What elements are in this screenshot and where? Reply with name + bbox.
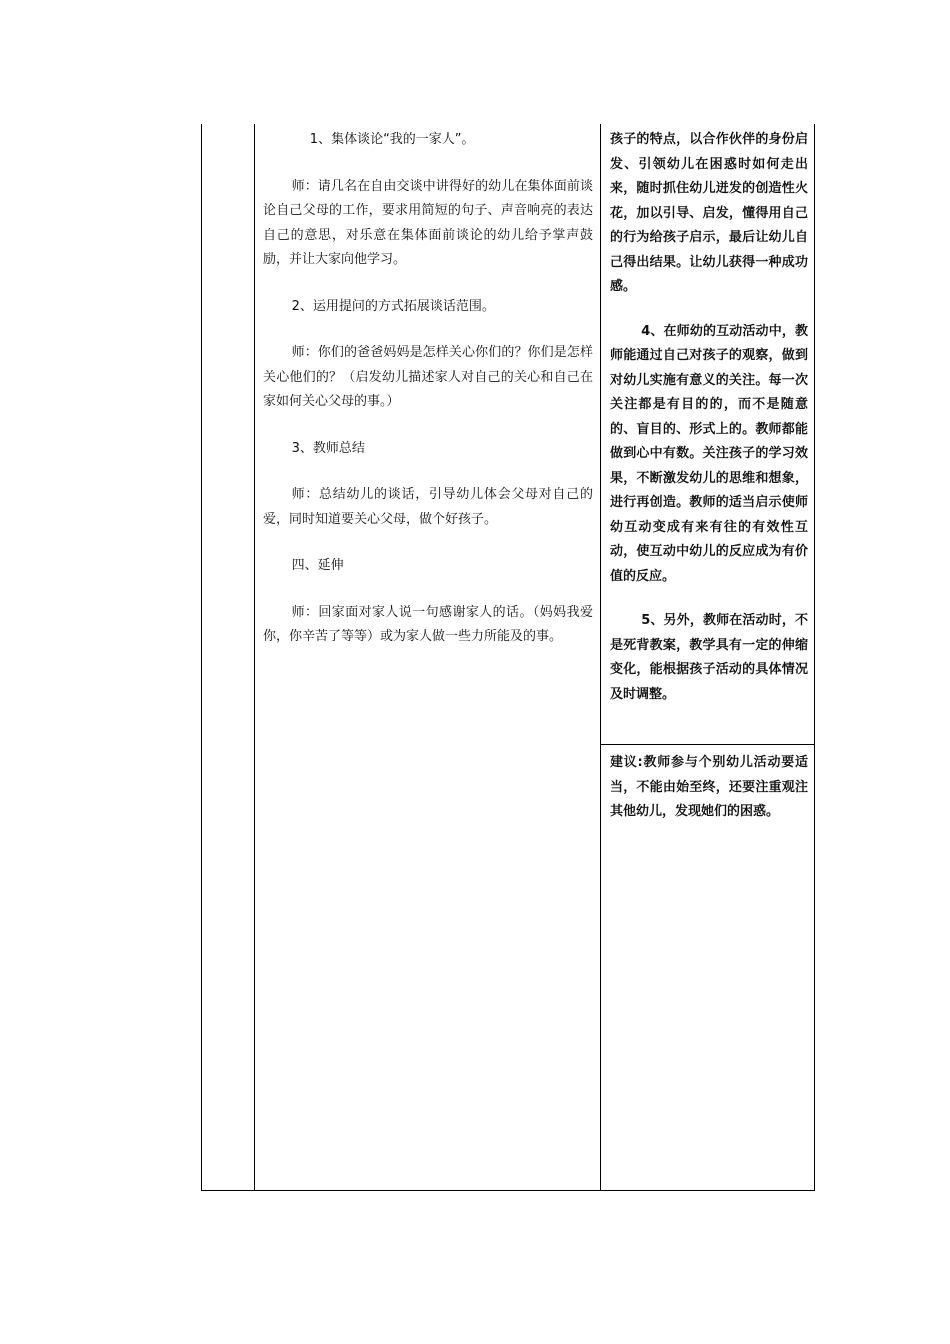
section-heading: 1、集体谈论“我的一家人”。	[309, 132, 475, 147]
paragraph: 师：回家面对家人说一句感谢家人的话。（妈妈我爱你，你辛苦了等等）或为家人做一些力所能及的事。	[263, 604, 593, 644]
section-heading: 3、教师总结	[291, 440, 365, 456]
table-column-divider	[600, 124, 601, 1190]
paragraph: 5、另外，教师在活动时，不是死背教案，教学具有一定的伸缩变化，能根据孩子活动的具体情况及时调整。	[610, 613, 808, 702]
paragraph: 4、在师幼的互动活动中，教师能通过自己对孩子的观察，做到对幼儿实施有意义的关注。每一次关注都是有目的的，而不是随意的、盲目的、形式上的。教师都能做到心中有数。关注孩子的学习效果，不断激发幼儿的思维和想象，进行再创造。教师的适当启示使师幼互动变成有来有往的有效性互动，使互动中幼儿的反应成为有价值的反应。	[610, 323, 808, 584]
table-column-divider	[254, 124, 255, 1190]
suggestion-text: 建议:教师参与个别幼儿活动要适当，不能由始至终，还要注重观注其他幼儿，发现她们的困惑。	[610, 755, 808, 819]
paragraph: 师：你们的爸爸妈妈是怎样关心你们的？你们是怎样关心他们的？（启发幼儿描述家人对自己的关心和自己在家如何关心父母的事。）	[263, 345, 593, 409]
reflection-cell	[610, 128, 808, 707]
paragraph: 师：请几名在自由交谈中讲得好的幼儿在集体面前谈论自己父母的工作，要求用简短的句子、声音响亮的表达自己的意思，对乐意在集体面前谈论的幼儿给予掌声鼓励，并让大家向他学习。	[263, 178, 593, 267]
table-border-left	[201, 124, 202, 1190]
activity-process-cell	[263, 128, 593, 650]
table-row-divider	[600, 744, 814, 745]
suggestion-cell	[610, 751, 808, 825]
paragraph: 师：总结幼儿的谈话，引导幼儿体会父母对自己的爱，同时知道要关心父母，做个好孩子。	[263, 487, 593, 527]
paragraph: 孩子的特点，以合作伙伴的身份启发、引领幼儿在困惑时如何走出来，随时抓住幼儿迸发的创造性火花，加以引导、启发，懂得用自己的行为给孩子启示，最后让幼儿自己得出结果。让幼儿获得一种成功感。	[610, 132, 808, 294]
lesson-table	[201, 124, 815, 1191]
section-heading: 四、延伸	[291, 558, 344, 573]
table-border-right	[814, 124, 815, 1190]
section-heading: 2、运用提问的方式拓展谈话范围。	[291, 298, 495, 314]
